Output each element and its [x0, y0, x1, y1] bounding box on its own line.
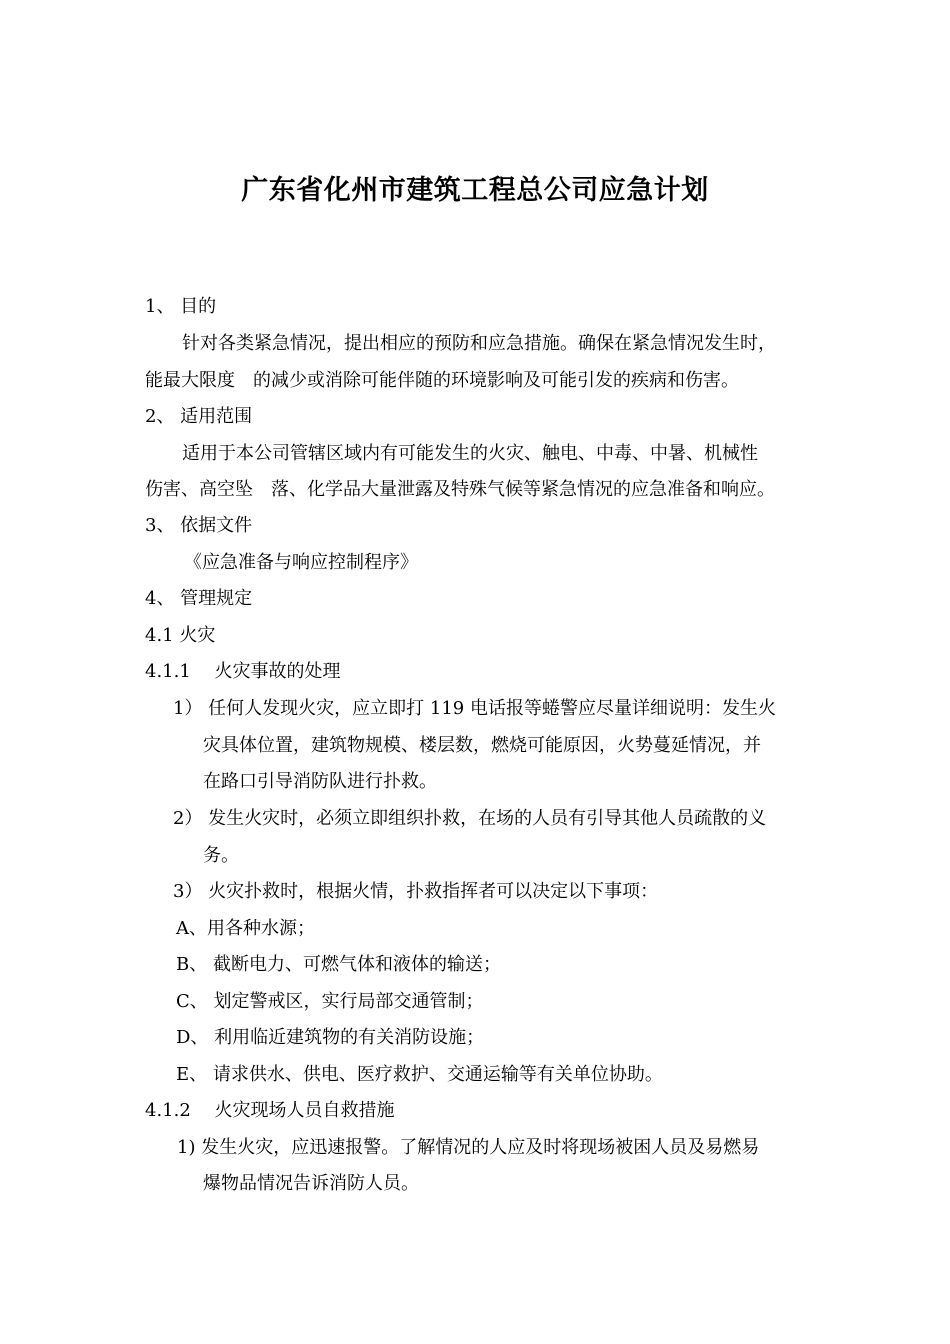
list-item: 2） 发生火灾时，必须立即组织扑救，在场的人员有引导其他人员疏散的义 — [173, 808, 767, 829]
list-item: 1） 任何人发现火灾，应立即打 119 电话报等蜷警应尽量详细说明：发生火 — [173, 698, 776, 719]
document-title: 广东省化州市建筑工程总公司应急计划 — [241, 175, 709, 206]
subsection-self-rescue: 4.1.2 火灾现场人员自救措施 — [145, 1100, 395, 1121]
sub-list-item: E、 请求供水、供电、医疗救护、交通运输等有关单位协助。 — [176, 1064, 663, 1085]
list-item-continuation: 在路口引导消防队进行扑救。 — [203, 771, 437, 792]
heading-management: 4、 管理规定 — [145, 588, 253, 609]
paragraph-line: 能最大限度 的减少或消除可能伴随的环境影响及可能引发的疾病和伤害。 — [145, 370, 739, 391]
reference-document: 《应急准备与响应控制程序》 — [184, 552, 418, 573]
sub-list-item: A、用各种水源； — [176, 918, 315, 939]
paragraph-line: 适用于本公司管辖区域内有可能发生的火灾、触电、中毒、中暑、机械性 — [182, 443, 758, 464]
list-item-continuation: 爆物品情况告诉消防人员。 — [203, 1173, 419, 1194]
heading-reference: 3、 依据文件 — [145, 515, 253, 536]
sub-list-item: D、 利用临近建筑物的有关消防设施； — [176, 1027, 485, 1048]
list-item: 1) 发生火灾，应迅速报警。了解情况的人应及时将现场被困人员及易燃易 — [177, 1137, 760, 1158]
heading-purpose: 1、 目的 — [145, 296, 217, 317]
subsection-fire-handling: 4.1.1 火灾事故的处理 — [145, 661, 341, 682]
paragraph-line: 针对各类紧急情况，提出相应的预防和应急措施。确保在紧急情况发生时， — [182, 333, 776, 354]
section-fire: 4.1 火灾 — [145, 625, 216, 646]
list-item-continuation: 务。 — [203, 845, 239, 866]
sub-list-item: B、 截断电力、可燃气体和液体的输送； — [176, 954, 501, 975]
paragraph-line: 伤害、高空坠 落、化学品大量泄露及特殊气候等紧急情况的应急准备和响应。 — [145, 479, 775, 500]
list-item: 3） 火灾扑救时，根据火情，扑救指挥者可以决定以下事项： — [173, 881, 659, 902]
list-item-continuation: 灾具体位置，建筑物规模、楼层数，燃烧可能原因，火势蔓延情况，并 — [203, 735, 761, 756]
sub-list-item: C、 划定警戒区，实行局部交通管制； — [176, 991, 484, 1012]
heading-scope: 2、 适用范围 — [145, 406, 253, 427]
